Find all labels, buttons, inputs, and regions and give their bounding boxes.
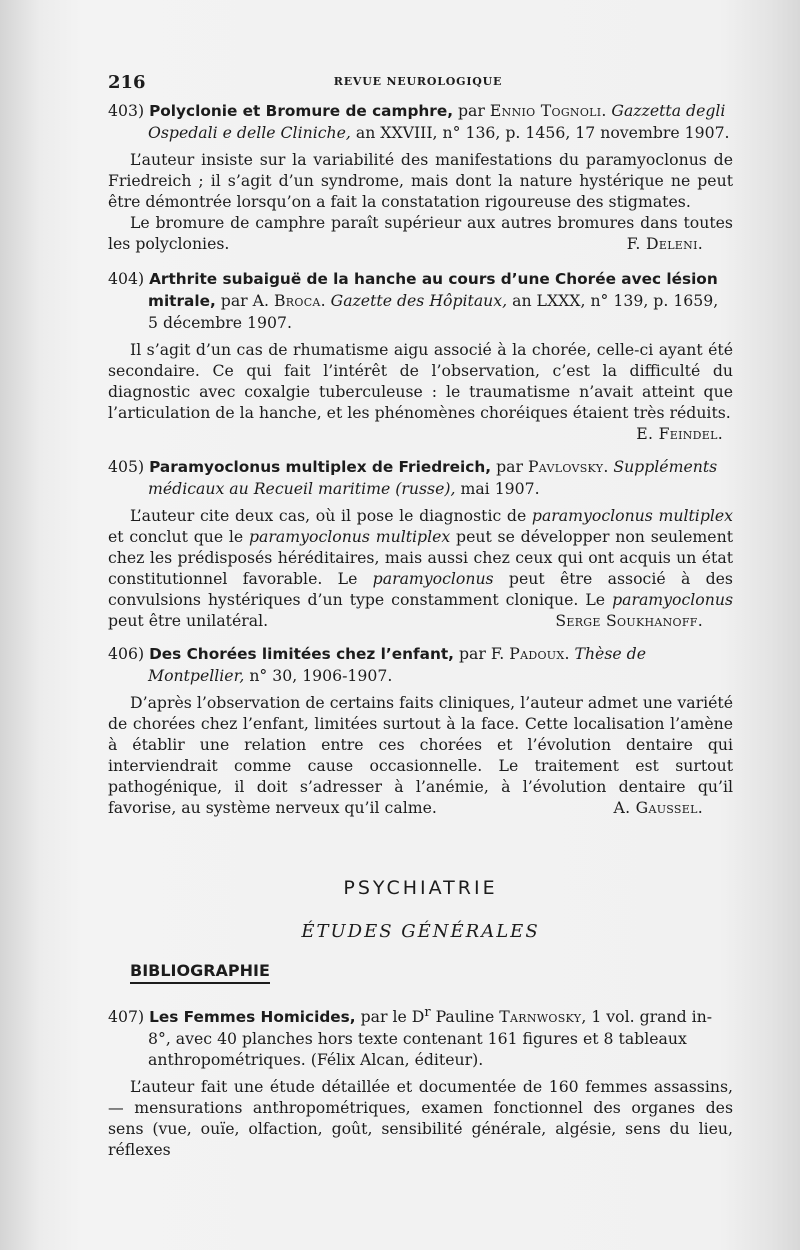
entry-407 <box>108 1002 733 1160</box>
entry-signature: Serge Soukhanoff. <box>555 611 703 630</box>
entry-by: par le D <box>355 1007 425 1027</box>
section-subtitle: ÉTUDES GÉNÉRALES <box>301 921 540 942</box>
entry-source: Gazzetta degli Ospedali e delle Cliniche, <box>148 101 726 142</box>
entry-source: Gazette des Hôpitaux, <box>330 291 508 310</box>
entry-by: par A. <box>215 291 274 310</box>
entry-title: Des Chorées limitées chez l’enfant, <box>149 645 454 663</box>
entry-title: Arthrite subaiguë de la hanche au cours d’une Chorée avec lésion mitrale, <box>148 270 718 310</box>
entry-number: 404) <box>108 269 145 288</box>
entry-citation: n° 30, 1906-1907. <box>244 666 393 685</box>
entry-title: Paramyoclonus multiplex de Friedreich, <box>149 458 492 476</box>
bibliography-heading: BIBLIOGRAPHIE <box>130 960 270 984</box>
entry-paragraph: L’auteur insiste sur la variabilité des manifestations du paramyoclonus de Friedreich ; il s’agit d’un syndrome, mais dont la nature hystérique ne peut être démontrée lorsqu’on a fait la constatation rigoureuse des stigmates. <box>108 150 733 211</box>
entry-author: Tarnwosky <box>499 1007 582 1027</box>
entry-paragraph: L’auteur fait une étude détaillée et documentée de 160 femmes assassins, — mensurations anthropométriques, examen fonctionnel des organes des sens (vue, ouïe, olfaction, goût, sensibilité générale, algésie, sens du lieu, réflexes <box>108 1077 733 1160</box>
entry-source: Suppléments médicaux au Recueil maritime (russe), <box>148 457 718 498</box>
entry-title: Polyclonie et Bromure de camphre, <box>149 102 454 120</box>
entry-signature: E. Feindel. <box>636 424 723 443</box>
entry-punct: . <box>601 101 612 120</box>
entry-text: peut se développer non seulement chez les prédisposés héréditaires, mais aussi chez ceux qui ont acquis un état constitutionnel favorable. Le <box>108 527 734 588</box>
entry-signature: F. Deleni. <box>626 234 703 253</box>
entry-heading <box>108 268 733 333</box>
entry-superscript: r <box>424 1005 431 1020</box>
entry-text: peut être associé à des convulsions hystériques d’un type constamment clonique. Le <box>108 569 733 609</box>
entry-paragraph-text: Le bromure de camphre paraît supérieur aux autres bromures dans toutes les polyclonies. <box>108 213 733 253</box>
page-header <box>108 72 728 92</box>
entry-signature: A. Gaussel. <box>613 798 703 817</box>
entry-heading <box>108 100 733 143</box>
entry-citation: , 1 vol. grand in-8°, avec 40 planches hors texte contenant 161 figures et 8 tableaux anthropométriques. (Félix Alcan, éditeur). <box>148 1007 713 1070</box>
entry-paragraph <box>108 212 733 254</box>
entry-paragraph-text: D’après l’observation de certains faits cliniques, l’auteur admet une variété de chorées chez l’enfant, limitées surtout à la face. Cette localisation l’amène à établir une relation entre ces chorées et l’évolution dentaire qui interviendrait comme cause occasionnelle. Le traitement est surtout pathogénique, il doit s’adresser à l’anémie, à l’évolution dentaire qu’il favorise, au système nerveux qu’il calme. <box>108 693 733 817</box>
entry-citation: an XXVIII, n° 136, p. 1456, 17 novembre 1907. <box>350 123 730 142</box>
entry-author-first: Pauline <box>430 1007 500 1027</box>
entry-citation: mai 1907. <box>455 479 540 498</box>
entry-by: par <box>458 101 490 120</box>
entry-punct: . <box>564 644 575 663</box>
entry-punct: . <box>603 457 614 476</box>
entry-punct: . <box>320 291 331 310</box>
entry-403 <box>108 100 733 254</box>
entry-author: Ennio Tognoli <box>489 101 602 120</box>
entry-number: 405) <box>108 457 145 476</box>
entry-by: par <box>491 457 528 476</box>
entry-term: paramyoclonus <box>612 590 733 609</box>
entry-citation: an LXXX, n° 139, p. 1659, 5 décembre 1907. <box>148 291 719 332</box>
entry-by: par F. <box>453 644 510 663</box>
entry-author: Padoux <box>509 644 565 663</box>
entry-heading <box>108 643 733 686</box>
entry-paragraph: Il s’agit d’un cas de rhumatisme aigu associé à la chorée, celle-ci ayant été secondaire. Ce qui fait l’intérêt de l’observation, c’est la difficulté du diagnostic avec coxalgie tuberculeuse : le traumatisme n’avait atteint que l’articulation de la hanche, et les phénomènes choréiques étaient très réduits. <box>108 340 733 422</box>
text-column <box>108 100 733 1160</box>
entry-text: L’auteur cite deux cas, où il pose le diagnostic de <box>130 506 532 525</box>
entry-author: Broca <box>273 291 321 310</box>
page-number: 216 <box>108 72 146 93</box>
section-title: PSYCHIATRIE <box>343 877 498 899</box>
entry-405 <box>108 456 733 631</box>
entry-404 <box>108 268 733 444</box>
entry-title: Les Femmes Homicides, <box>149 1008 356 1027</box>
entry-text: et conclut que le <box>108 527 250 546</box>
entry-source: Thèse de Montpellier, <box>148 644 646 685</box>
entry-heading <box>108 456 733 499</box>
entry-paragraph <box>108 505 733 631</box>
entry-number: 407) <box>108 1007 145 1027</box>
entry-term: paramyoclonus multiplex <box>531 506 734 525</box>
entry-406 <box>108 643 733 818</box>
entry-text: peut être unilatéral. <box>108 611 269 630</box>
entry-paragraph <box>108 692 733 818</box>
entry-number: 406) <box>108 644 145 663</box>
entry-number: 403) <box>108 101 145 120</box>
entry-heading <box>108 1002 733 1070</box>
entry-author: Pavlovsky <box>527 457 604 476</box>
running-head: REVUE NEUROLOGIQUE <box>333 75 503 88</box>
entry-term: paramyoclonus <box>372 569 494 588</box>
entry-term: paramyoclonus multiplex <box>249 527 451 546</box>
